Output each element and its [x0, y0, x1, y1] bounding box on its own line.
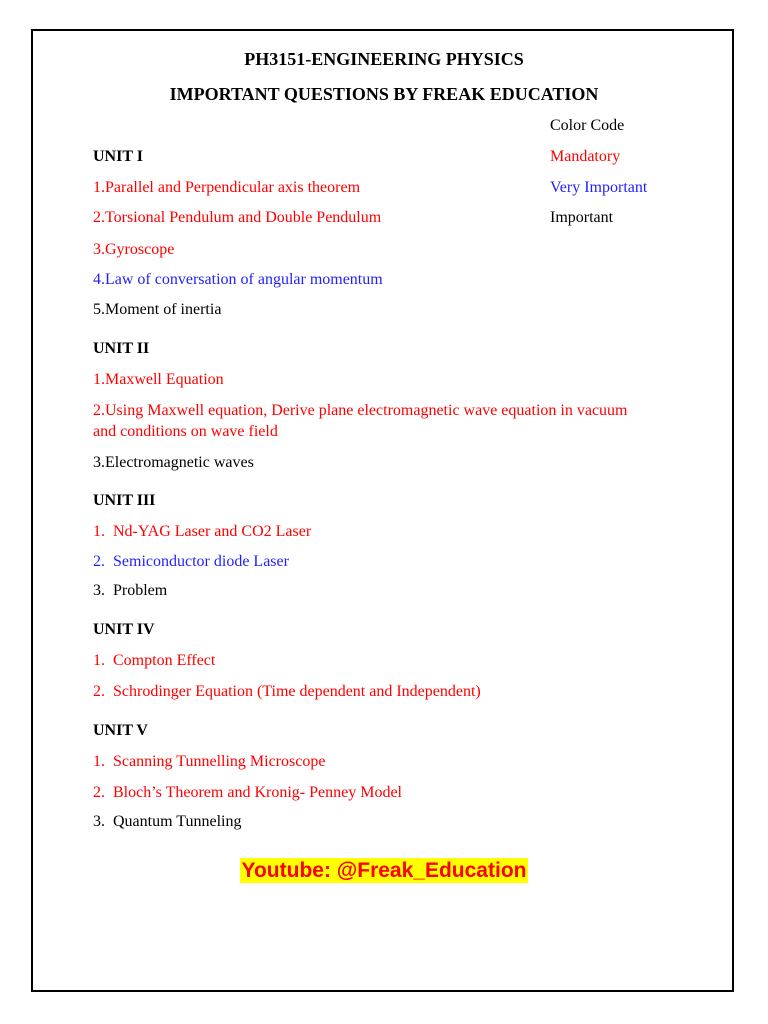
list-item: 3.Gyroscope — [93, 241, 175, 258]
list-item — [93, 582, 167, 600]
unit-heading: UNIT II — [93, 340, 150, 357]
item-text: Semiconductor diode Laser — [113, 553, 289, 570]
list-item: 2.Torsional Pendulum and Double Pendulum — [93, 209, 382, 226]
list-item — [93, 683, 481, 701]
unit-heading: UNIT IV — [93, 621, 155, 638]
item-number: 2. — [93, 553, 105, 570]
list-item: 3.Electromagnetic waves — [93, 454, 254, 471]
unit-heading: UNIT III — [93, 492, 156, 509]
item-text: Quantum Tunneling — [113, 813, 242, 830]
page-border — [31, 29, 734, 992]
list-item: 1.Maxwell Equation — [93, 371, 224, 388]
list-item — [93, 553, 289, 571]
item-number: 2. — [93, 683, 105, 700]
list-item — [93, 784, 402, 802]
legend-heading: Color Code — [550, 117, 625, 134]
unit-heading: UNIT V — [93, 722, 148, 739]
item-text: Scanning Tunnelling Microscope — [113, 753, 326, 770]
list-item — [93, 652, 215, 670]
list-item: 1.Parallel and Perpendicular axis theorem — [93, 179, 361, 196]
item-text: Compton Effect — [113, 652, 216, 669]
item-number: 1. — [93, 652, 105, 669]
unit-heading: UNIT I — [93, 148, 143, 165]
youtube-footer — [0, 859, 768, 883]
item-text: Problem — [113, 582, 168, 599]
item-number: 1. — [93, 753, 105, 770]
item-text: Schrodinger Equation (Time dependent and Independent) — [113, 683, 481, 700]
list-item: 4.Law of conversation of angular momentum — [93, 271, 383, 288]
youtube-handle: Youtube: @Freak_Education — [241, 859, 527, 882]
legend-mandatory: Mandatory — [550, 148, 621, 165]
document-subtitle: IMPORTANT QUESTIONS BY FREAK EDUCATION — [169, 84, 599, 104]
legend-very-important: Very Important — [550, 179, 648, 196]
item-text: Nd-YAG Laser and CO2 Laser — [113, 523, 312, 540]
item-number: 2. — [93, 784, 105, 801]
legend-important: Important — [550, 209, 614, 226]
list-item — [93, 523, 311, 541]
list-item: 5.Moment of inertia — [93, 301, 222, 318]
list-item — [93, 753, 325, 771]
item-number: 3. — [93, 582, 105, 599]
item-number: 1. — [93, 523, 105, 540]
item-number: 3. — [93, 813, 105, 830]
document-title: PH3151-ENGINEERING PHYSICS — [244, 49, 524, 69]
list-item: 2.Using Maxwell equation, Derive plane electromagnetic wave equation in vacuum and conditions on wave field — [93, 402, 628, 440]
item-text: Bloch’s Theorem and Kronig- Penney Model — [113, 784, 402, 801]
list-item — [93, 813, 241, 831]
